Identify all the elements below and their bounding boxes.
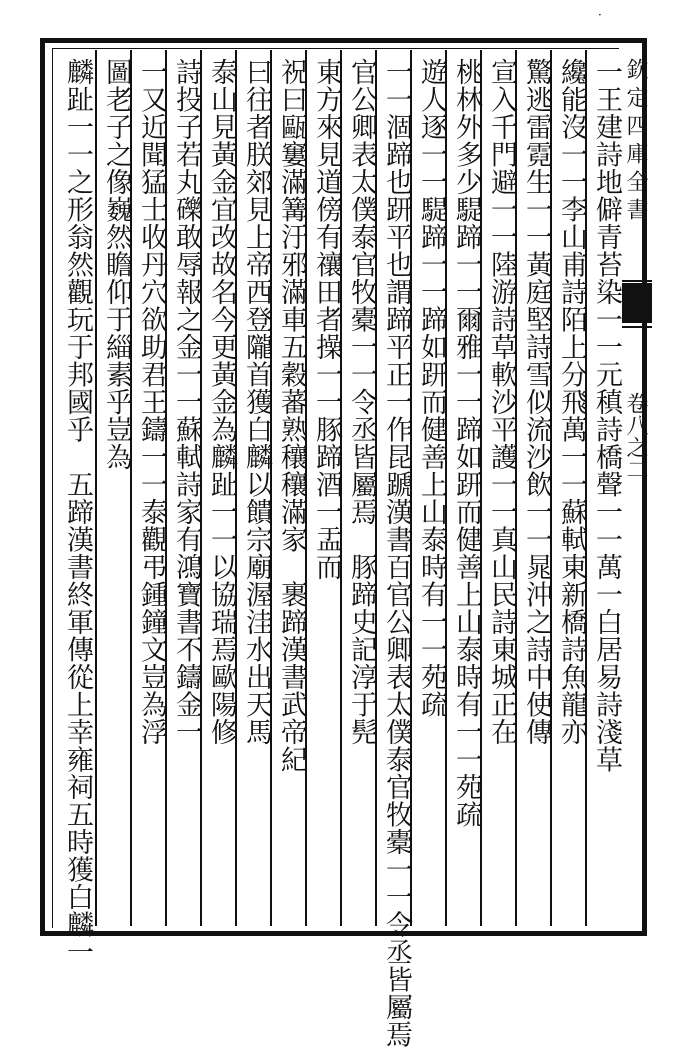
- volume-label: 卷八之二: [623, 392, 648, 480]
- text-column-3: 驚逃雷霓生一一黃庭堅詩雪似流沙飲一一晁沖之詩中使傳: [521, 58, 552, 746]
- text-column-2: 纔能沒一一李山甫詩陌上分飛萬一一蘇軾東新橋詩魚龍亦: [556, 58, 587, 746]
- text-column-8: 官公卿表太僕泰官牧橐一一令丞皆屬焉 豚蹄史記淳于髡: [346, 58, 377, 746]
- column-rule: [95, 50, 97, 926]
- margin-dot: ·: [598, 8, 602, 22]
- text-column-14: 一又近聞猛士收丹穴欲助君王鑄一一泰觀弔鍾鐘文豈為浮: [136, 58, 167, 746]
- fishtail-rule-bottom: [622, 326, 652, 328]
- text-column-15: 圖老子之像巍然瞻仰于緇素乎豈為: [101, 58, 132, 471]
- text-column-16: 麟趾一一之形翁然觀玩于邦國乎 五蹄漢書終軍傳從上幸雍祠五時獲白麟一: [62, 58, 93, 966]
- text-column-1: 一王建詩地僻青苔染一一元稹詩橋聲一一萬一白居易詩淺草: [591, 58, 622, 773]
- text-column-12: 泰山見黃金宜改故名今更黃金為麟趾一一以協瑞焉歐陽修: [206, 58, 237, 746]
- text-column-11: 曰往者朕郊見上帝西登隴首獲白麟以饋宗廟渥洼水出天馬: [241, 58, 272, 746]
- text-column-5: 桃林外多少騠蹄一一爾雅一一蹄如趼而健善上山泰時有一一苑疏: [451, 58, 482, 828]
- text-column-13: 詩投子若丸礫敢辱報之金一一蘇軾詩家有鴻寶書不鑄金一: [171, 58, 202, 746]
- text-column-10: 祝曰甌窶滿篝汙邪滿車五穀蕃熟穰穰滿家 裹蹄漢書武帝紀: [276, 58, 307, 773]
- book-title: 欽定四庫全書: [623, 58, 648, 226]
- text-column-4: 宣入千門避一一陸游詩草軟沙平護一一真山民詩東城正在: [486, 58, 517, 746]
- fishtail-mark: [622, 283, 652, 323]
- text-column-7: 一一涸蹄也趼平也謂蹄平正一作昆蹏漢書百官公卿表太僕泰官牧橐一一令丞皆屬焉: [381, 58, 412, 1048]
- fishtail-rule-top: [622, 280, 652, 282]
- text-column-6: 遊人逐一一騠蹄一一蹄如趼而健善上山泰時有一一苑疏: [416, 58, 447, 718]
- text-column-9: 東方來見道傍有禳田者操一一豚蹄酒一盂而: [311, 58, 342, 581]
